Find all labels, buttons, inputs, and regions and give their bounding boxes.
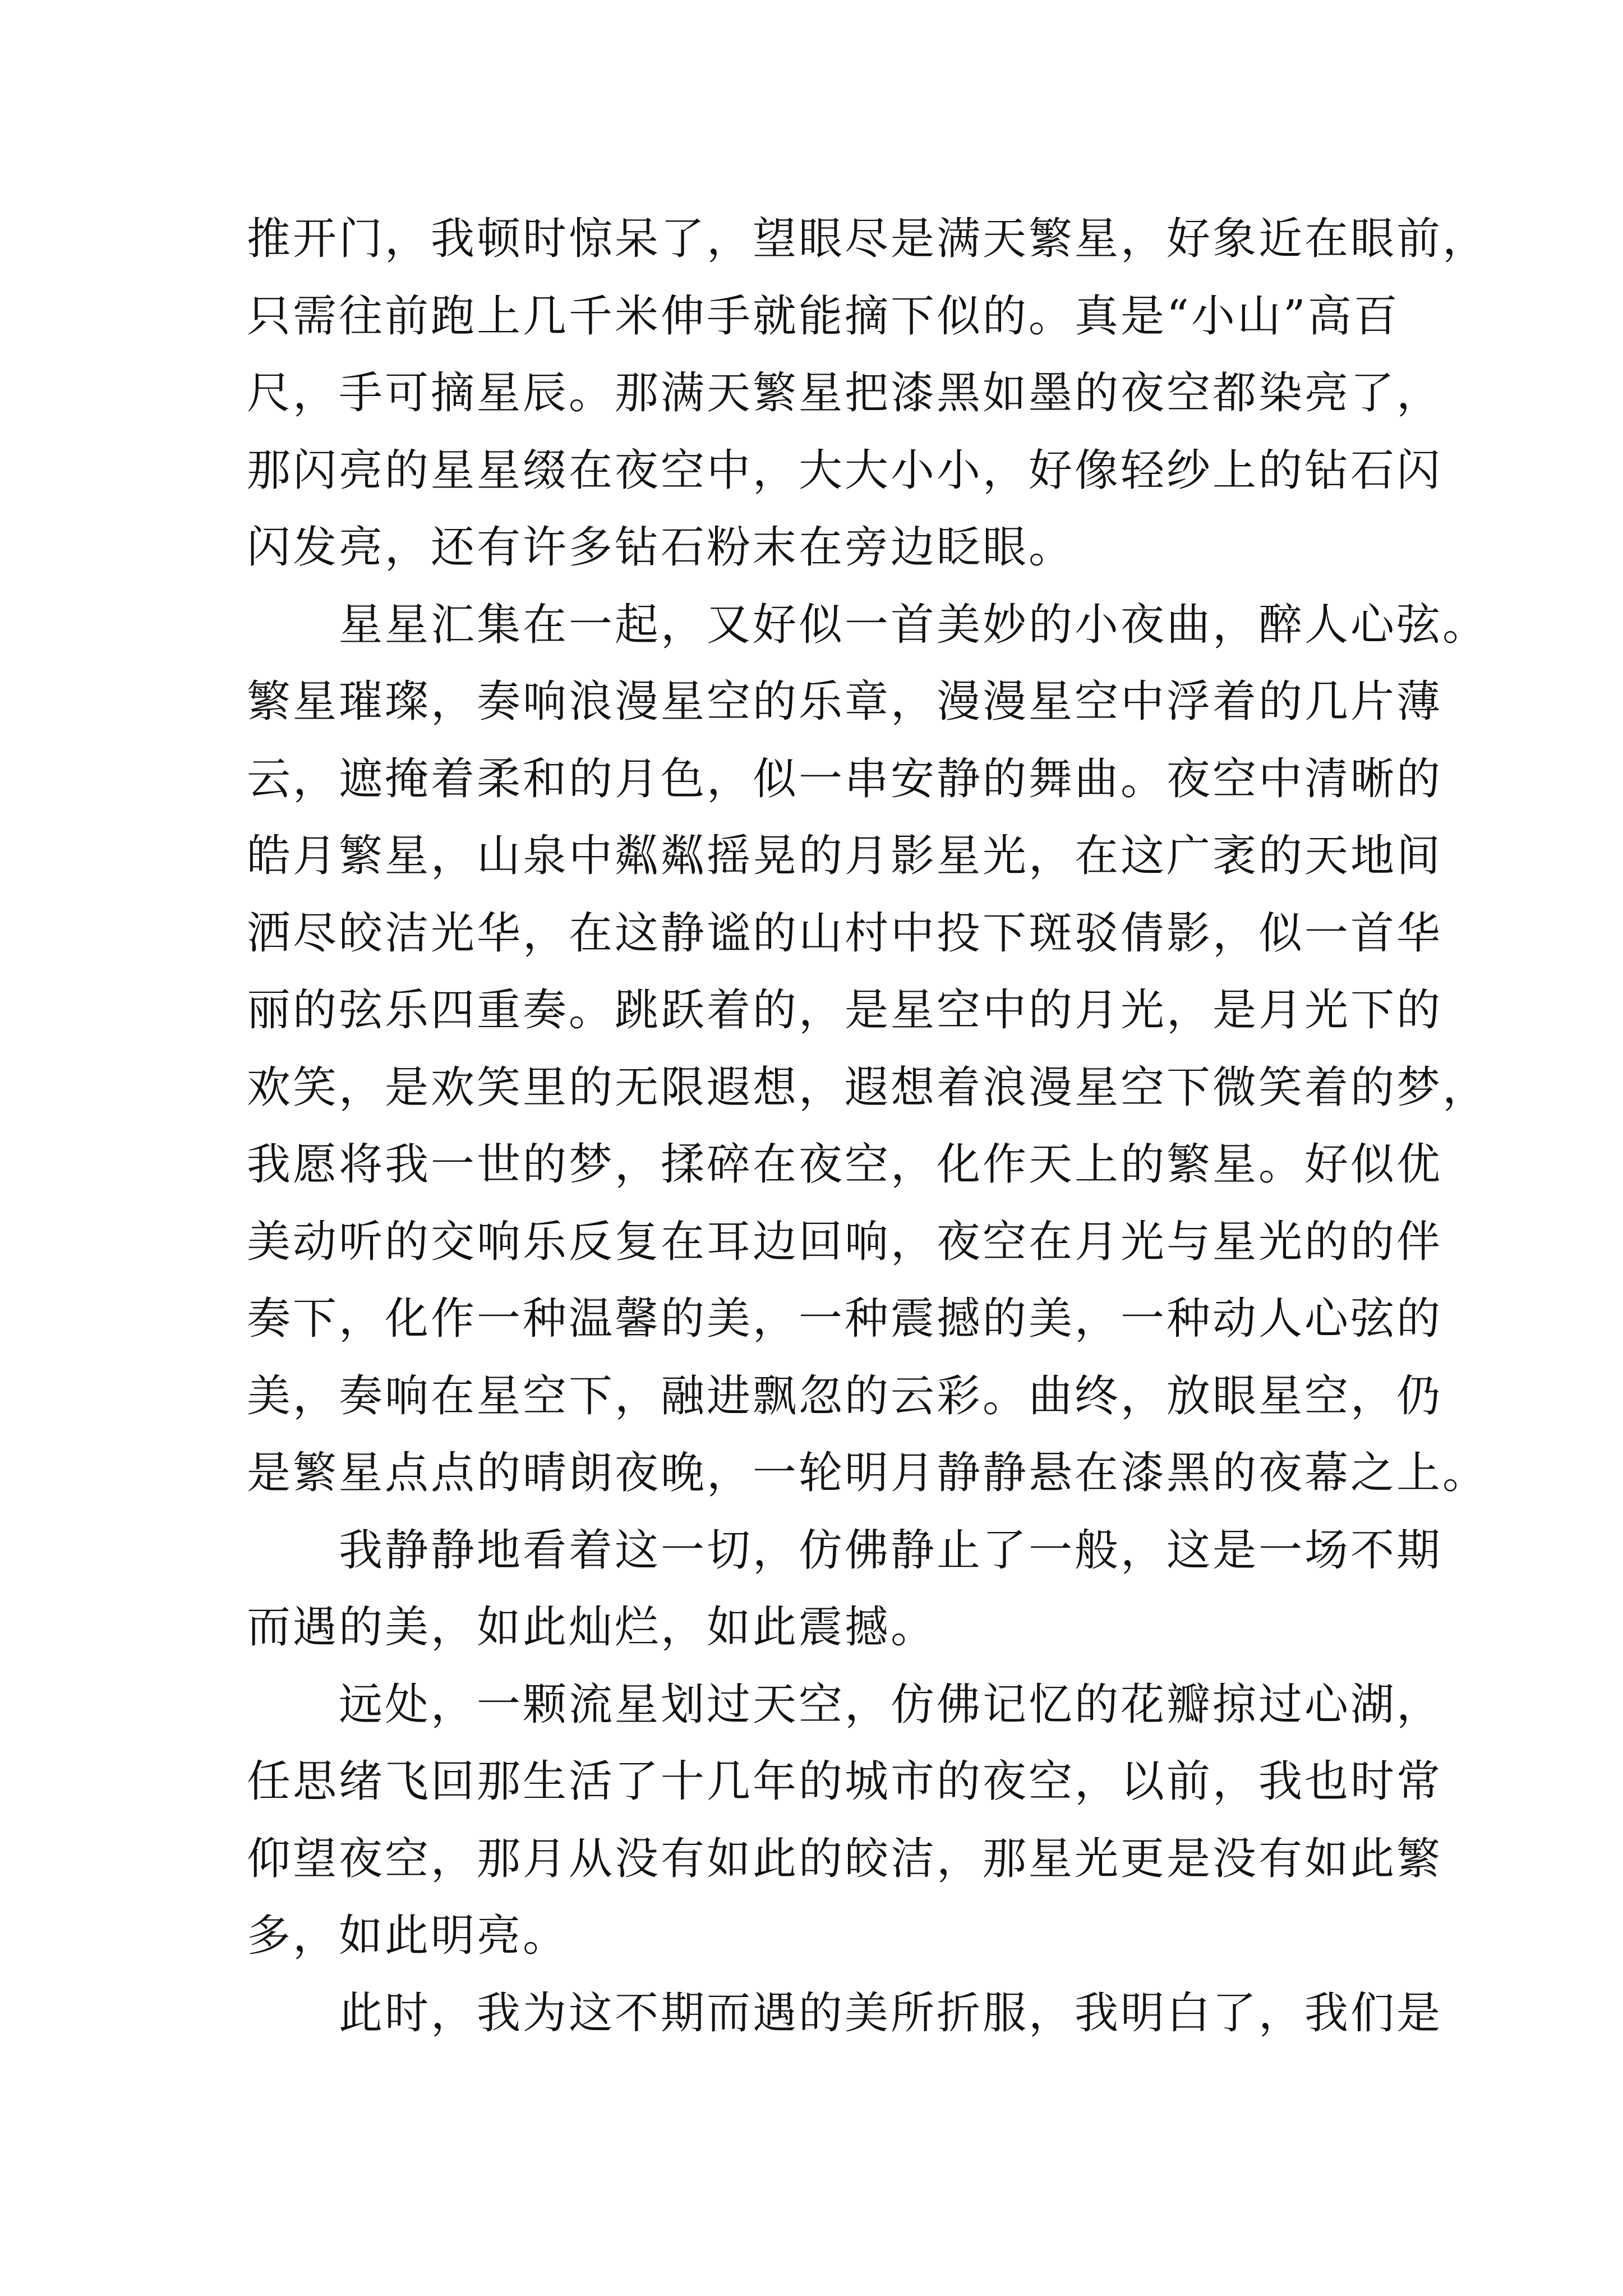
text-line: 我静静地看着这一切，仿佛静止了一般，这是一场不期	[339, 1525, 1443, 1576]
text-line: 推开门，我顿时惊呆了，望眼尽是满天繁星，好象近在眼前，	[247, 214, 1489, 264]
text-line: 而遇的美，如此灿烂，如此震撼。	[247, 1602, 937, 1653]
text-line: 多，如此明亮。	[247, 1911, 569, 1961]
text-line: 洒尽皎洁光华，在这静谧的山村中投下斑驳倩影，似一首华	[247, 908, 1443, 959]
text-line: 美，奏响在星空下，融进飘忽的云彩。曲终，放眼星空，仍	[247, 1370, 1443, 1421]
text-line: 仰望夜空，那月从没有如此的皎洁，那星光更是没有如此繁	[247, 1833, 1443, 1884]
text-line: 尺，手可摘星辰。那满天繁星把漆黑如墨的夜空都染亮了，	[247, 368, 1443, 418]
text-line: 星星汇集在一起，又好似一首美妙的小夜曲，醉人心弦。	[339, 599, 1489, 650]
text-line: 奏下，化作一种温馨的美，一种震撼的美，一种动人心弦的	[247, 1294, 1443, 1344]
text-line: 任思绪飞回那生活了十几年的城市的夜空，以前，我也时常	[247, 1756, 1443, 1807]
text-line: 皓月繁星，山泉中粼粼摇晃的月影星光，在这广袤的天地间	[247, 831, 1443, 881]
document-body	[247, 201, 1489, 2052]
text-line: 丽的弦乐四重奏。跳跃着的，是星空中的月光，是月光下的	[247, 985, 1443, 1036]
text-line: 远处，一颗流星划过天空，仿佛记忆的花瓣掠过心湖，	[339, 1679, 1443, 1730]
text-line: 此时，我为这不期而遇的美所折服，我明白了，我们是	[339, 1987, 1443, 2039]
text-line: 美动听的交响乐反复在耳边回响，夜空在月光与星光的的伴	[247, 1216, 1443, 1267]
text-line: 欢笑，是欢笑里的无限遐想，遐想着浪漫星空下微笑着的梦，	[247, 1062, 1489, 1113]
text-line: 我愿将我一世的梦，揉碎在夜空，化作天上的繁星。好似优	[247, 1139, 1443, 1190]
text-line: 繁星璀璨，奏响浪漫星空的乐章，漫漫星空中浮着的几片薄	[247, 677, 1443, 727]
text-line: 是繁星点点的晴朗夜晚，一轮明月静静悬在漆黑的夜幕之上。	[247, 1448, 1489, 1498]
text-line: 闪发亮，还有许多钻石粉末在旁边眨眼。	[247, 522, 1075, 573]
text-line: 那闪亮的星星缀在夜空中，大大小小，好像轻纱上的钻石闪	[247, 445, 1443, 496]
text-line: 云，遮掩着柔和的月色，似一串安静的舞曲。夜空中清晰的	[247, 753, 1443, 804]
text-line: 只需往前跑上几千米伸手就能摘下似的。真是“小山”高百	[247, 291, 1400, 342]
